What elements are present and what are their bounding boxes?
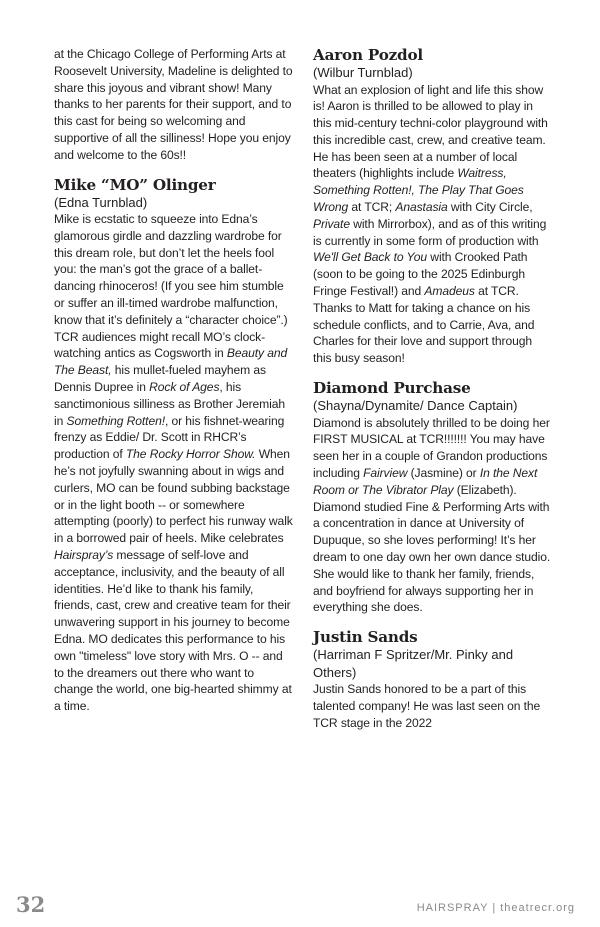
bio-justin-sands [313, 628, 553, 731]
bio-text: Diamond is absolutely thrilled to be doing her FIRST MUSICAL at TCR!!!!!!! You may have seen her in a couple of Grandon productions including Fairview (Jasmine) or In the Next Room or The Vibrator Play (Elizabeth). Diamond studied Fine & Performing Arts with a concentration in dance at University of Dupuque, so she loves performing! It’s her dream to one day own her own dance studio. She would like to thank her family, friends, and boyfriend for always supporting her in everything she does. [313, 415, 551, 615]
bio-diamond-purchase [313, 379, 553, 616]
bio-role: (Shayna/Dynamite/ Dance Captain) [313, 398, 518, 414]
bio-name: Justin Sands [313, 628, 418, 647]
bio-text: Justin Sands honored to be a part of this talented company! He was last seen on the TCR stage in the 2022 [313, 682, 541, 730]
page-number: 32 [16, 892, 46, 917]
website: theatrecr.org [500, 902, 575, 914]
footer-credit [417, 902, 575, 914]
show-title: HAIRSPRAY [416, 902, 489, 914]
bio-name: Aaron Pozdol [313, 46, 423, 64]
bio-text: What an explosion of light and life this show is! Aaron is thrilled to be allowed to play in this mid-century techni-color playground with this incredible cast, crew, and creative team. He has been seen at a number of local theaters (highlights include Waitress, Something Rotten!, The Play That Goes Wrong at TCR; Anastasia with City Circle, Private with Mirrorbox), and as of this writing is currently in some form of production with We'll Get Back to You with Crooked Path (soon to be going to the 2025 Edinburgh Fringe Festival!) and Amadeus at TCR. Thanks to Matt for taking a chance on his schedule conflicts, and to Carrie, Ava, and Charles for their love and support through this busy season! [313, 82, 548, 366]
bio-name: Mike “MO” Olinger [54, 175, 216, 194]
bio-mike-olinger [54, 176, 295, 715]
bio-role: (Edna Turnblad) [54, 194, 148, 210]
intro-text: at the Chicago College of Performing Arts at Roosevelt University, Madeline is delighted to share this joyous and vibrant show! Many thanks to her parents for their support, and to this cast for being so welcoming and supportive of all the silliness! Hope you enjoy and welcome to the 60s!! [54, 47, 293, 162]
bio-text: Mike is ecstatic to squeeze into Edna’s glamorous girdle and dazzling wardrobe for this dream role, but don’t let the heels fool you: the man’s got the grace of a ballet-dancing rhinoceros! (If you see him stumble or suffer an ill-timed wardrobe malfunction, know that it’s definitely a “character choice”.) TCR audiences might recall MO’s clock-watching antics as Cogsworth in Beauty and The Beast, his mullet-fueled mayhem as Dennis Dupree in Rock of Ages, his sanctimonious silliness as Brother Jeremiah in Something Rotten!, or his fishnet-wearing frenzy as Eddie/ Dr. Scott in RHCR’s production of The Rocky Horror Show. When he’s not joyfully swanning about in wigs and curlers, MO can be found subbing backstage or in the light booth -- or somewhere attempting (poorly) to perfect his runway walk in a borrowed pair of heels. Mike celebrates Hairspray’s message of self-love and acceptance, inclusivity, and the beauty of all identities. He’d like to thank his family, friends, cast, crew and creative team for their unwavering support in his journey to become Edna. MO dedicates this performance to his own "timeless" love story with Mrs. O -- and to the dreamers out there who want to change the world, one big-hearted shimmy at a time. [54, 212, 293, 714]
left-column [54, 46, 295, 715]
bio-name: Diamond Purchase [313, 379, 471, 398]
right-column [313, 46, 553, 732]
bio-role: (Wilbur Turnblad) [313, 65, 413, 80]
footer-separator: | [492, 902, 497, 914]
bio-aaron-pozdol [313, 46, 553, 367]
bio-role: (Harriman F Spritzer/Mr. Pinky and Others) [313, 647, 514, 680]
